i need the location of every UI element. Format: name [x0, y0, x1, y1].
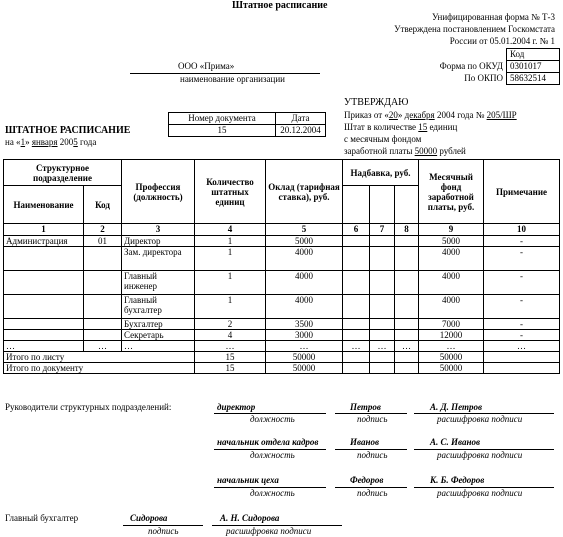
staff-table — [3, 159, 560, 374]
chief-label: Главный бухгалтер — [5, 513, 79, 523]
approve-fund-line1: с месячным фондом — [344, 134, 422, 144]
total-doc-row: Итого по документу 15 50000 50000 — [4, 363, 560, 374]
doc-number-label: Номер документа — [169, 113, 276, 125]
chief-sign: Сидорова — [130, 513, 168, 523]
header-name: Наименование — [4, 186, 84, 224]
doc-date-value: 20.12.2004 — [276, 125, 326, 137]
ellipsis-row: … … … … … … … … … … — [4, 341, 560, 352]
approve-fund-line2: заработной платы 50000 рублей — [344, 146, 466, 156]
schedule-period: на «1» января 2005 года — [5, 137, 97, 147]
sig3-sign: Федоров — [350, 475, 384, 485]
doc-date-label: Дата — [276, 113, 326, 125]
sig2-caption-position: должность — [250, 450, 295, 460]
approve-title: УТВЕРЖДАЮ — [344, 97, 409, 108]
form-header — [394, 11, 555, 47]
table-row: Главный бухгалтер 1 4000 4000 - — [4, 295, 560, 319]
code-header: Код — [507, 49, 560, 61]
document-title: Штатное расписание — [232, 0, 328, 11]
sig1-decode: А. Д. Петров — [430, 402, 483, 412]
approve-block — [344, 97, 517, 157]
okpo-value: 58632514 — [507, 73, 560, 85]
sig1-sign: Петров — [350, 402, 381, 412]
form-header-line3: России от 05.01.2004 г. № 1 — [449, 36, 555, 46]
sig3-caption-decode: расшифровка подписи — [437, 488, 523, 498]
sig1-caption-position: должность — [250, 414, 295, 424]
header-salary: Оклад (тарифная ставка), руб. — [266, 160, 343, 224]
table-row: Администрация 01 Директор 1 5000 5000 - — [4, 236, 560, 247]
sig2-decode: А. С. Иванов — [430, 437, 480, 447]
header-code: Код — [84, 186, 122, 224]
sig3-caption-position: должность — [250, 488, 295, 498]
codes-table — [506, 48, 560, 85]
sig2-sign: Иванов — [350, 437, 379, 447]
table-row: Зам. директора 1 4000 4000 - — [4, 247, 560, 271]
header-struct: Структурное подразделение — [4, 160, 122, 186]
approve-staff: Штат в количестве 15 единиц — [344, 122, 458, 132]
header-fund: Месячный фонд заработной платы, руб. — [419, 160, 484, 224]
sig3-position: начальник цеха — [217, 475, 279, 485]
form-header-line2: Утверждена постановлением Госкомстата — [394, 24, 555, 34]
chief-caption-decode: расшифровка подписи — [226, 526, 312, 536]
sig2-caption-decode: расшифровка подписи — [437, 450, 523, 460]
approve-order: Приказ от «20» декабря 2004 года № 205/ШР — [344, 110, 517, 120]
table-row: Секретарь 4 3000 12000 - — [4, 330, 560, 341]
header-count: Количество штатных единиц — [195, 160, 266, 224]
doc-number-box — [168, 112, 326, 137]
sig1-position: директор — [217, 402, 256, 412]
doc-number-value: 15 — [169, 125, 276, 137]
sig1-caption-sign: подпись — [357, 414, 388, 424]
chief-caption-sign: подпись — [148, 526, 179, 536]
column-numbers-row: 1 2 3 4 5 6 7 8 9 10 — [4, 224, 560, 236]
table-row: Главный инженер 1 4000 4000 - — [4, 271, 560, 295]
sig3-caption-sign: подпись — [357, 488, 388, 498]
heads-label: Руководители структурных подразделений: — [5, 402, 172, 412]
chief-decode: А. Н. Сидорова — [220, 513, 280, 523]
okud-label: Форма по ОКУД — [439, 61, 503, 71]
sig2-position: начальник отдела кадров — [217, 437, 319, 447]
okpo-label: По ОКПО — [464, 73, 503, 83]
table-row: Бухгалтер 2 3500 7000 - — [4, 319, 560, 330]
sig2-caption-sign: подпись — [357, 450, 388, 460]
org-caption: наименование организации — [180, 74, 285, 84]
sig3-decode: К. Б. Федоров — [430, 475, 485, 485]
sig1-caption-decode: расшифровка подписи — [437, 414, 523, 424]
total-sheet-row: Итого по листу 15 50000 50000 — [4, 352, 560, 363]
schedule-heading: ШТАТНОЕ РАСПИСАНИЕ — [5, 125, 131, 136]
form-header-line1: Унифицированная форма № Т-3 — [431, 12, 555, 22]
header-profession: Профессия (должность) — [122, 160, 195, 224]
header-bonus: Надбавка, руб. — [343, 160, 419, 186]
okud-value: 0301017 — [507, 61, 560, 73]
header-note: Примечание — [484, 160, 560, 224]
org-name: ООО «Прима» — [178, 61, 235, 71]
